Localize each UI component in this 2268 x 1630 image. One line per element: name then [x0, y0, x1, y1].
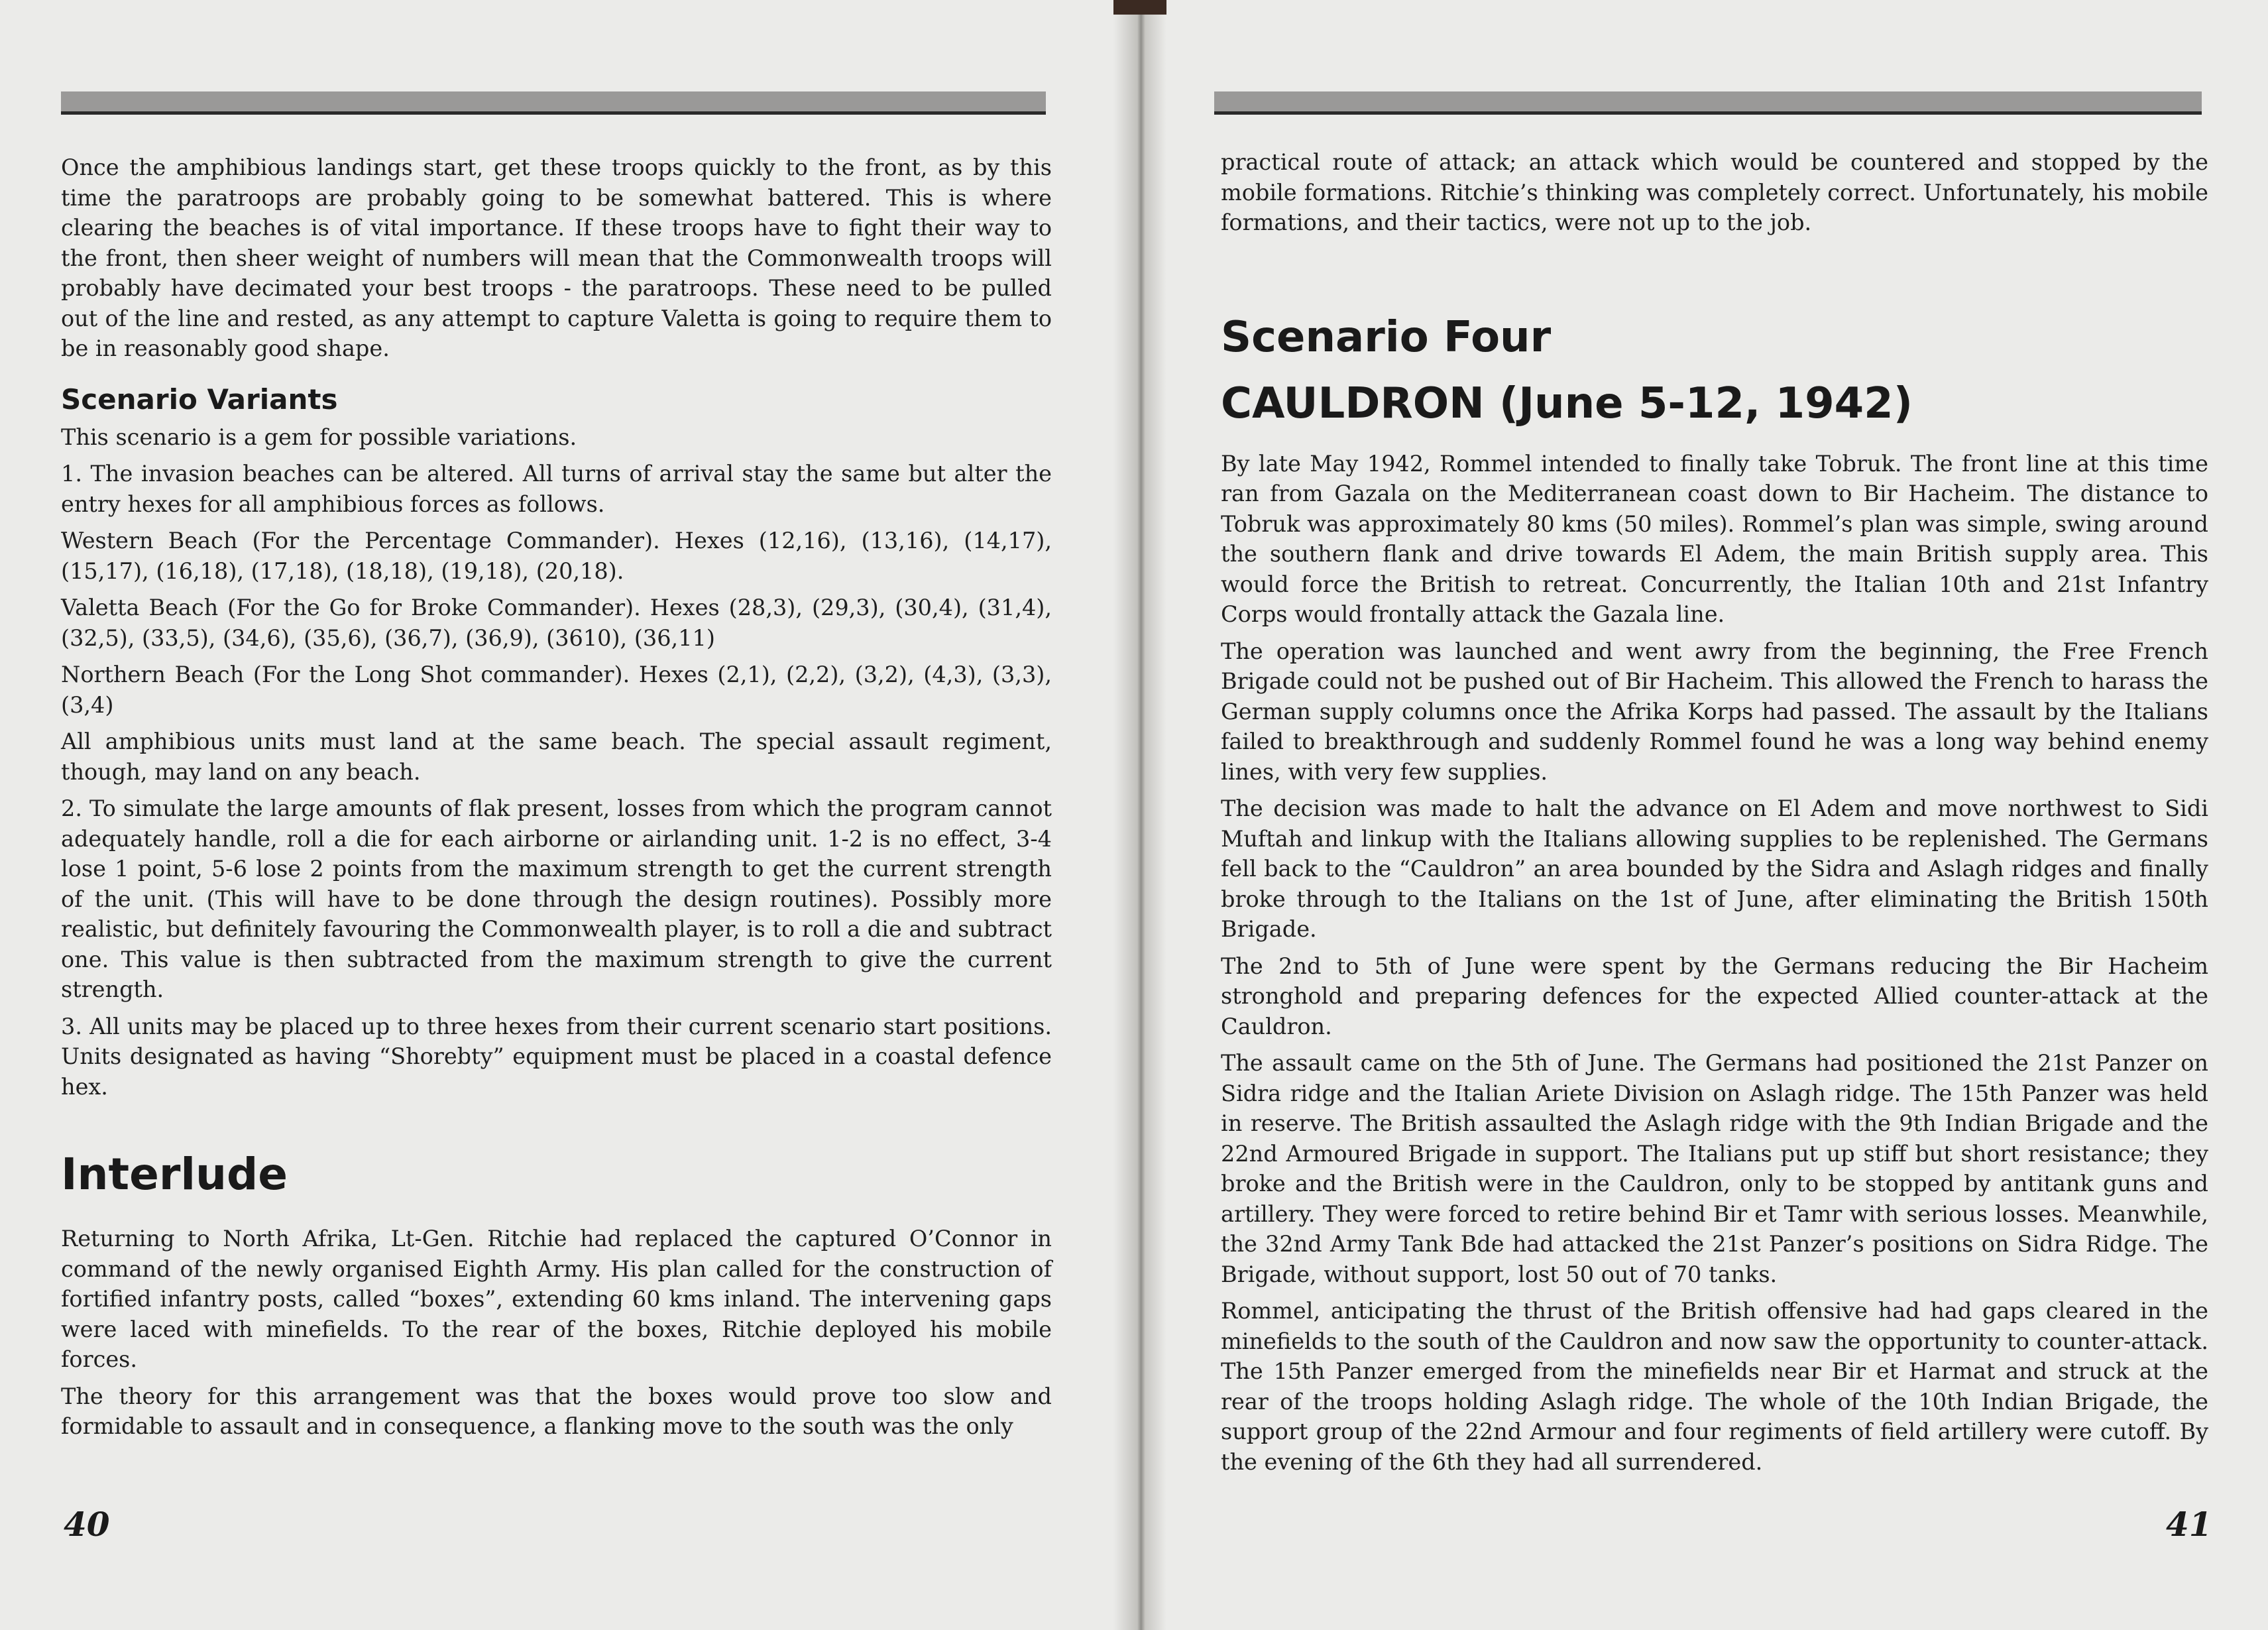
intro-paragraph: Once the amphibious landings start, get these troops quickly to the front, as by this time the paratroops are probably going to be somewhat battered. This is where clearing the beaches is of vital importance. If these troops have to fight their way to the front, then sheer weight of numbers will mean that the Commonwealth troops will probably have decimated your best troops - the paratroops. These need to be pulled out of the line and rested, as any attempt to capture Valetta is going to require them to be in reasonably good shape. [61, 154, 1052, 361]
continuation-paragraph: practical route of attack; an attack which would be countered and stopped by the mobile formations. Ritchie’s thinking was completely correct. Unfortunately, his mobile formations, and their tactics, were not up to the job. [1221, 149, 2208, 235]
scenario-paragraph-1: By late May 1942, Rommel intended to finally take Tobruk. The front line at this time ran from Gazala on the Mediterranean coast down to Bir Hacheim. The distance to Tobruk was approximately 80 kms (50 miles). Rommel’s plan was simple, swing around the southern flank and drive towards El Adem, the main British supply area. This would force the British to retreat. Concurrently, the Italian 10th and 21st Infantry Corps would frontally attack the Gazala line. [1221, 450, 2208, 627]
variants-intro: This scenario is a gem for possible variations. [61, 424, 577, 450]
scenario-paragraph-5: The assault came on the 5th of June. The Germans had positioned the 21st Panzer on Sidra ridge and the Italian Ariete Division on Aslagh ridge. The 15th Panzer was held in reserve. The British assaulted the Aslagh ridge with the 9th Indian Brigade and the 22nd Armoured Brigade in support. The Italians put up stiff but short resistance; they broke and the British were in the Cauldron, only to be stopped by antitank guns and artillery. They were forced to retire behind Bir et Tamr with serious losses. Meanwhile, the 32nd Army Tank Bde had attacked the 21st Panzer’s positions on Sidra Ridge. The Brigade, without support, lost 50 out of 70 tanks. [1221, 1050, 2208, 1287]
variants-heading: Scenario Variants [61, 382, 338, 416]
western-beach: Western Beach (For the Percentage Commander). Hexes (12,16), (13,16), (14,17), (15,17), (16,18), (17,18), (18,18), (19,18), (20,18). [61, 528, 1052, 584]
right-page-text [1221, 147, 2208, 1484]
header-rule [1214, 91, 2202, 115]
left-page-text [61, 152, 1052, 1448]
header-rule [61, 91, 1046, 115]
scenario-paragraph-6: Rommel, anticipating the thrust of the British offensive had had gaps cleared in the minefields to the south of the Cauldron and now saw the opportunity to counter-attack. The 15th Panzer emerged from the minefields near Bir et Harmat and struck at the rear of the troops holding Aslagh ridge. The whole of the 10th Indian Brigade, the support group of the 22nd Armour and four regiments of field artillery were cutoff. By the evening of the 6th they had all surrendered. [1221, 1298, 2208, 1475]
scenario-subheading: CAULDRON (June 5-12, 1942) [1221, 378, 1913, 428]
page-number: 41 [2166, 1505, 2212, 1544]
scenario-paragraph-2: The operation was launched and went awry from the beginning, the Free French Brigade could not be pushed out of Bir Hacheim. This allowed the French to harass the German supply columns once the Afrika Korps had passed. The assault by the Italians failed to breakthrough and suddenly Rommel found he was a long way behind enemy lines, with very few supplies. [1221, 638, 2208, 785]
page-number: 40 [64, 1505, 110, 1544]
interlude-paragraph-2: The theory for this arrangement was that the boxes would prove too slow and formidable to assault and in consequence, a flanking move to the south was the only [61, 1383, 1052, 1439]
variant-2: 2. To simulate the large amounts of flak present, losses from which the program cannot adequately handle, roll a die for each airborne or airlanding unit. 1-2 is no effect, 3-4 lose 1 point, 5-6 lose 2 points from the maximum strength to get the current strength of the unit. (This will have to be done through the design routines). Possibly more realistic, but definitely favouring the Commonwealth player, is to roll a die and subtract one. This value is then subtracted from the maximum strength to give the current strength. [61, 795, 1052, 1002]
interlude-paragraph-1: Returning to North Afrika, Lt-Gen. Ritchie had replaced the captured O’Connor in command of the newly organised Eighth Army. His plan called for the construction of fortified infantry posts, called “boxes”, extending 60 kms inland. The intervening gaps were laced with minefields. To the rear of the boxes, Ritchie deployed his mobile forces. [61, 1226, 1052, 1372]
scenario-heading: Scenario Four [1221, 312, 1552, 362]
variant-3: 3. All units may be placed up to three hexes from their current scenario start positions. Units designated as having “Shorebty” equipment must be placed in a coastal defence hex. [61, 1013, 1052, 1100]
variant-1: 1. The invasion beaches can be altered. All turns of arrival stay the same but alter the entry hexes for all amphibious forces as follows. [61, 461, 1052, 517]
right-page [1153, 0, 2268, 1630]
scenario-paragraph-4: The 2nd to 5th of June were spent by the Germans reducing the Bir Hacheim stronghold and preparing defences for the expected Allied counter-attack at the Cauldron. [1221, 953, 2208, 1039]
valetta-beach: Valetta Beach (For the Go for Broke Commander). Hexes (28,3), (29,3), (30,4), (31,4), (32,5), (33,5), (34,6), (35,6), (36,7), (36,9), (3610), (36,11) [61, 595, 1052, 651]
northern-beach: Northern Beach (For the Long Shot commander). Hexes (2,1), (2,2), (3,2), (4,3), (3,3), (3,4) [61, 662, 1052, 718]
amphibious-note: All amphibious units must land at the same beach. The special assault regiment, though, may land on any beach. [61, 728, 1052, 785]
scenario-title-block [1221, 304, 2208, 437]
interlude-heading: Interlude [61, 1149, 288, 1200]
left-page [0, 0, 1127, 1630]
scenario-paragraph-3: The decision was made to halt the advance on El Adem and move northwest to Sidi Muftah and linkup with the Italians allowing supplies to be replenished. The Germans fell back to the “Cauldron” an area bounded by the Sidra and Aslagh ridges and finally broke through to the Italians on the 1st of June, after eliminating the British 150th Brigade. [1221, 795, 2208, 942]
